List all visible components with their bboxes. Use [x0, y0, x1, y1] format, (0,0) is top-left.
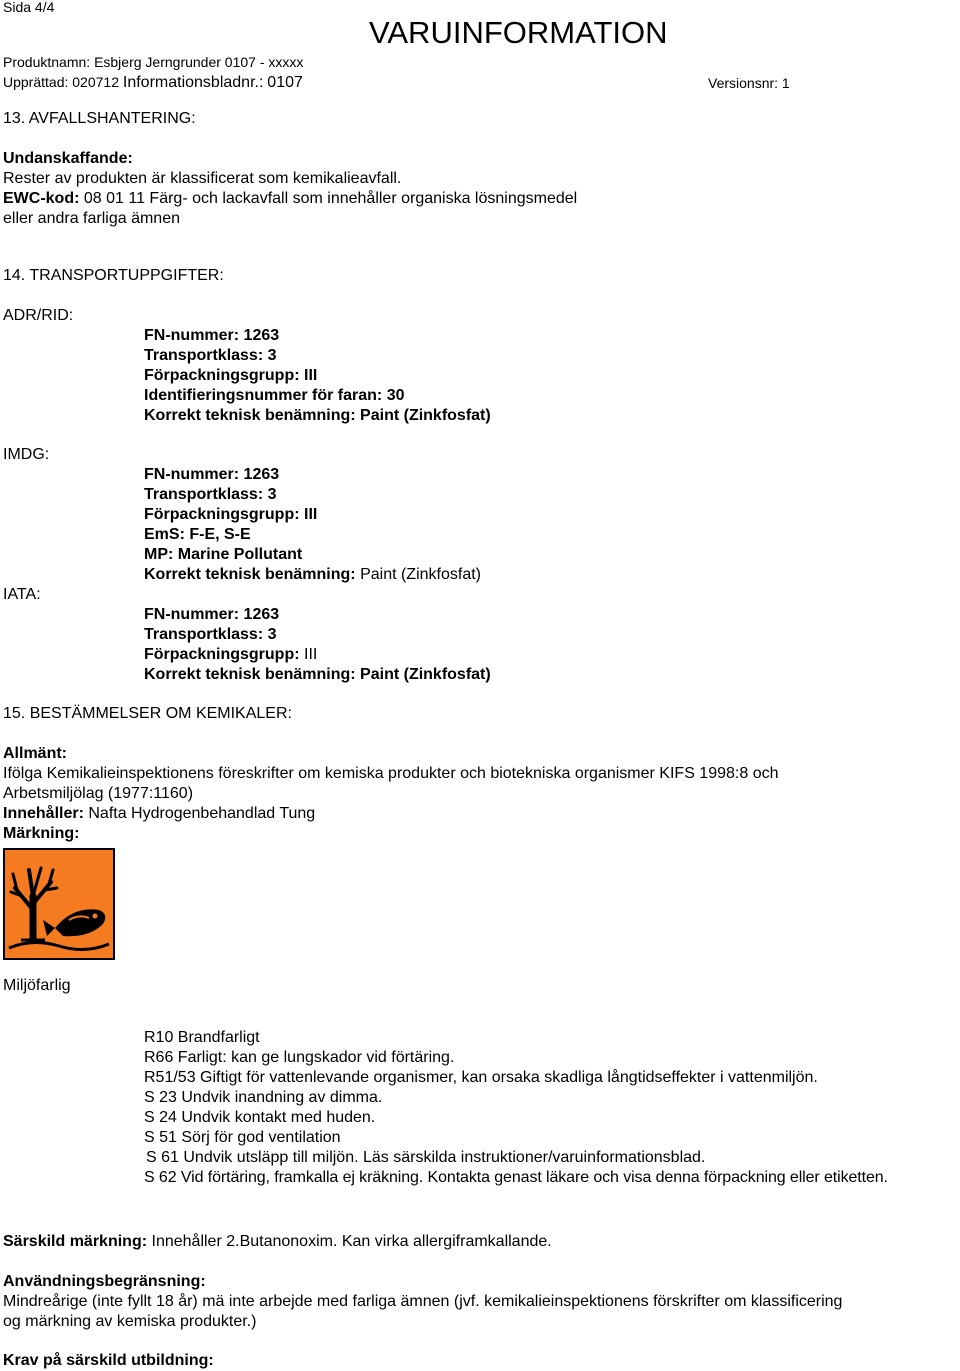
safety-phrase: S 61 Undvik utsläpp till miljön. Läs särskilda instruktioner/varuinformationsblad.	[146, 1149, 706, 1166]
safety-phrase: S 62 Vid förtäring, framkalla ej kräkning. Kontakta genast läkare och visa denna förpackning eller etiketten.	[144, 1169, 888, 1186]
marking-label: Märkning:	[3, 825, 80, 842]
special-marking-label: Särskild märkning:	[3, 1233, 148, 1250]
product-name: Esbjerg Jerngrunder 0107 - xxxxx	[94, 54, 304, 70]
environment-hazard-icon	[3, 848, 115, 960]
adr-line: Transportklass: 3	[144, 347, 277, 364]
special-marking-line	[3, 1232, 552, 1252]
risk-phrase: R66 Farligt: kan ge lungskador vid förtäring.	[144, 1049, 455, 1066]
adr-line: Korrekt teknisk benämning: Paint (Zinkfosfat)	[144, 407, 491, 424]
iata-label: IATA:	[3, 586, 41, 603]
sheet-value: 0107	[267, 74, 303, 91]
imdg-name-value: Paint (Zinkfosfat)	[360, 566, 481, 583]
disposal-text: Rester av produkten är klassificerat som kemikalieavfall.	[3, 170, 402, 187]
iata-line: Transportklass: 3	[144, 626, 277, 643]
created-line	[3, 73, 303, 93]
ewc-text: 08 01 11 Färg- och lackavfall som innehåller organiska lösningsmedel	[83, 190, 578, 207]
general-text: Ifölga Kemikalieinspektionens föreskrifter om kemiska produkter och biotekniska organismer KIFS 1998:8 och	[3, 765, 779, 782]
general-label: Allmänt:	[3, 745, 67, 762]
document-title: VARUINFORMATION	[369, 15, 668, 50]
special-marking-value: Innehåller 2.Butanonoxim. Kan virka allergiframkallande.	[151, 1233, 552, 1250]
section-14-heading: 14. TRANSPORTUPPGIFTER:	[3, 267, 224, 284]
adr-label: ADR/RID:	[3, 307, 74, 324]
safety-phrase: S 23 Undvik inandning av dimma.	[144, 1089, 383, 1106]
safety-phrase: S 51 Sörj för god ventilation	[144, 1129, 341, 1146]
imdg-line: Transportklass: 3	[144, 486, 277, 503]
risk-phrase: R51/53 Giftigt för vattenlevande organismer, kan orsaka skadliga långtidseffekter i vattenmiljön.	[144, 1069, 818, 1086]
ewc-line	[3, 189, 577, 209]
imdg-line: FN-nummer: 1263	[144, 466, 280, 483]
page-number: Sida 4/4	[3, 0, 55, 15]
ewc-text-continued: eller andra farliga ämnen	[3, 210, 180, 227]
imdg-label: IMDG:	[3, 446, 50, 463]
sheet-label: Informationsbladnr.:	[122, 74, 264, 91]
restriction-label: Användningsbegränsning:	[3, 1273, 206, 1290]
adr-line: Identifieringsnummer för faran: 30	[144, 387, 405, 404]
iata-name-line: Korrekt teknisk benämning: Paint (Zinkfosfat)	[144, 666, 491, 683]
iata-pack-label: Förpackningsgrupp:	[144, 646, 300, 663]
section-15-heading: 15. BESTÄMMELSER OM KEMIKALER:	[3, 705, 292, 722]
symbol-caption: Miljöfarlig	[3, 977, 71, 994]
section-13-heading: 13. AVFALLSHANTERING:	[3, 110, 196, 127]
restriction-text: Mindreårige (inte fyllt 18 år) mä inte arbejde med farliga ämnen (jvf. kemikalieinspektionens förskrifter om klassificering	[3, 1293, 843, 1310]
contains-line	[3, 804, 315, 824]
product-name-line	[3, 53, 303, 71]
product-label: Produktnamn:	[3, 54, 91, 70]
iata-pack-value: III	[304, 646, 318, 663]
imdg-line: MP: Marine Pollutant	[144, 546, 303, 563]
version-number: Versionsnr: 1	[708, 75, 790, 91]
training-label: Krav på särskild utbildning:	[3, 1352, 214, 1369]
disposal-label: Undanskaffande:	[3, 150, 133, 167]
general-text-continued: Arbetsmiljölag (1977:1160)	[3, 785, 194, 802]
adr-line: Förpackningsgrupp: III	[144, 367, 318, 384]
contains-value: Nafta Hydrogenbehandlad Tung	[88, 805, 316, 822]
iata-pack-line	[144, 645, 317, 665]
created-label: Upprättad:	[3, 74, 69, 90]
created-value: 020712	[72, 74, 119, 90]
safety-phrase: S 24 Undvik kontakt med huden.	[144, 1109, 376, 1126]
iata-line: FN-nummer: 1263	[144, 606, 280, 623]
imdg-line: Förpackningsgrupp: III	[144, 506, 318, 523]
imdg-line: EmS: F-E, S-E	[144, 526, 251, 543]
risk-phrase: R10 Brandfarligt	[144, 1029, 260, 1046]
adr-line: FN-nummer: 1263	[144, 327, 280, 344]
contains-label: Innehåller:	[3, 805, 84, 822]
restriction-text-continued: og märkning av kemiska produkter.)	[3, 1313, 257, 1330]
ewc-label: EWC-kod:	[3, 190, 80, 207]
imdg-name-line	[144, 565, 481, 585]
imdg-name-label: Korrekt teknisk benämning:	[144, 566, 356, 583]
